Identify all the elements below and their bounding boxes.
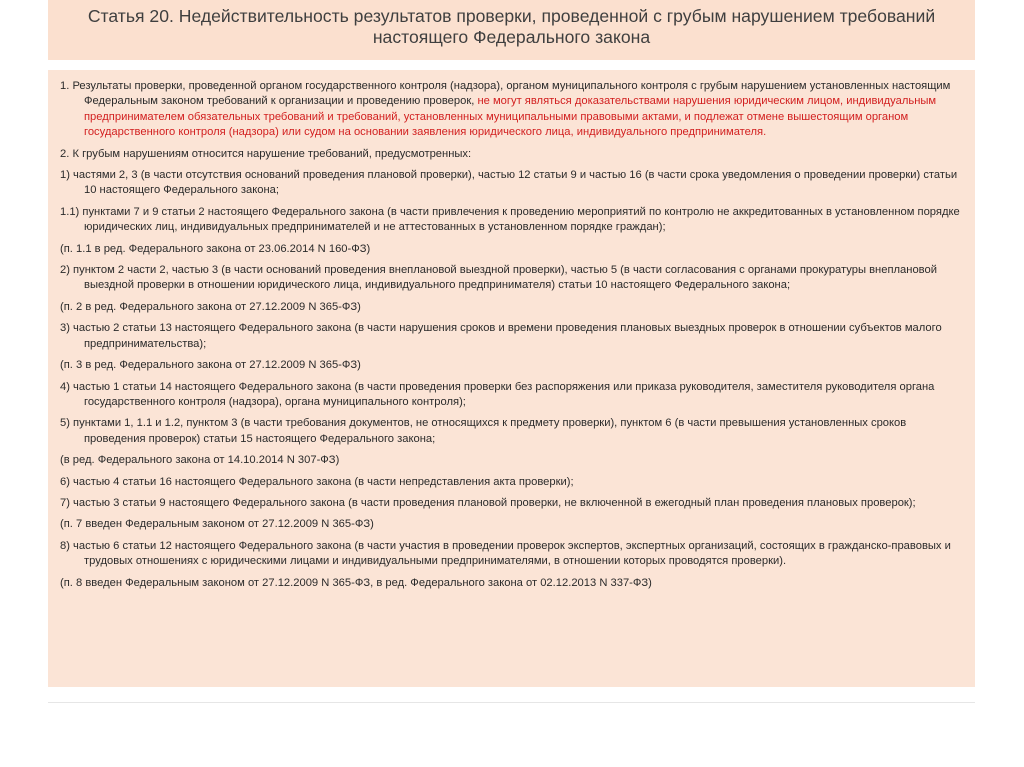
article-body	[48, 70, 975, 687]
list-item-2: 2) пунктом 2 части 2, частью 3 (в части оснований проведения внеплановой выездной проверки), частью 5 (в части согласования с органами прокуратуры внеплановой выездной проверки в отношении юридического лица, индивидуального предпринимателя) статьи 10 настоящего Федерального закона;	[60, 264, 937, 292]
title-line-1: Статья 20. Недействительность результатов проверки, проведенной с грубым нарушением требований	[87, 6, 936, 26]
amendment-note: (п. 2 в ред. Федерального закона от 27.12.2009 N 365-ФЗ)	[60, 300, 361, 313]
amendment-note: (п. 7 введен Федеральным законом от 27.12.2009 N 365-ФЗ)	[60, 518, 374, 531]
highlighted-text: не могут являться доказательствами нарушения юридическим лицом, индивидуальным предпринимателем обязательных требований и требований, установленных муниципальными правовыми актами, и подлежат отмене вышестоящим органом государственного контроля (надзора) или судом на основании заявления юридического лица, индивидуального предпринимателя.	[84, 95, 937, 139]
title-line-2: настоящего Федерального закона	[372, 27, 651, 47]
title-banner	[48, 0, 975, 60]
amendment-note: (п. 1.1 в ред. Федерального закона от 23.06.2014 N 160-ФЗ)	[60, 242, 371, 255]
paragraph-text: 1. Результаты проверки, проведенной органом государственного контроля (надзора), органом муниципального контроля с грубым нарушением установленных настоящим Федеральным законом требований к организации и проведению проверок,	[60, 80, 951, 108]
list-item-8: 8) частью 6 статьи 12 настоящего Федерального закона (в части участия в проведении проверок экспертов, экспертных организаций, состоящих в гражданско-правовых и трудовых отношениях с юридическими лицами и индивидуальными предпринимателями, в отношении которых проводятся проверки).	[60, 539, 951, 568]
list-item-1: 1) частями 2, 3 (в части отсутствия оснований проведения плановой проверки), частью 12 статьи 9 и частью 16 (в части срока уведомления о проведении проверки) статьи 10 настоящего Федерального закона;	[60, 169, 958, 197]
amendment-note: (п. 3 в ред. Федерального закона от 27.12.2009 N 365-ФЗ)	[60, 359, 361, 372]
list-item-6: 6) частью 4 статьи 16 настоящего Федерального закона (в части непредставления акта проверки);	[60, 475, 574, 488]
amendment-note: (в ред. Федерального закона от 14.10.2014 N 307-ФЗ)	[60, 454, 340, 467]
list-item-5: 5) пунктами 1, 1.1 и 1.2, пунктом 3 (в части требования документов, не относящихся к предмету проверки), пунктом 6 (в части превышения установленных сроков проведения проверок) статьи 15 настоящего Федерального закона;	[60, 417, 907, 445]
paragraph-1	[60, 79, 963, 141]
list-item-7: 7) частью 3 статьи 9 настоящего Федерального закона (в части проведения плановой проверки, не включенной в ежегодный план проведения плановых проверок);	[60, 496, 916, 509]
paragraph-2: 2. К грубым нарушениям относится нарушение требований, предусмотренных:	[60, 147, 472, 160]
list-item-3: 3) частью 2 статьи 13 настоящего Федерального закона (в части нарушения сроков и времени проведения плановых выездных проверок в отношении субъектов малого предпринимательства);	[60, 322, 942, 350]
divider	[48, 702, 975, 703]
list-item-4: 4) частью 1 статьи 14 настоящего Федерального закона (в части проведения проверки без распоряжения или приказа руководителя, заместителя руководителя органа государственного контроля (надзора), органа муниципального контроля);	[60, 380, 935, 408]
list-item-1-1: 1.1) пунктами 7 и 9 статьи 2 настоящего Федерального закона (в части привлечения к проведению мероприятий по контролю не аккредитованных в установленном порядке юридических лиц, индивидуальных предпринимателей и не аттестованных в установленном порядке граждан);	[60, 205, 960, 234]
amendment-note: (п. 8 введен Федеральным законом от 27.12.2009 N 365-ФЗ, в ред. Федерального закона от 02.12.2013 N 337-ФЗ)	[60, 576, 652, 589]
